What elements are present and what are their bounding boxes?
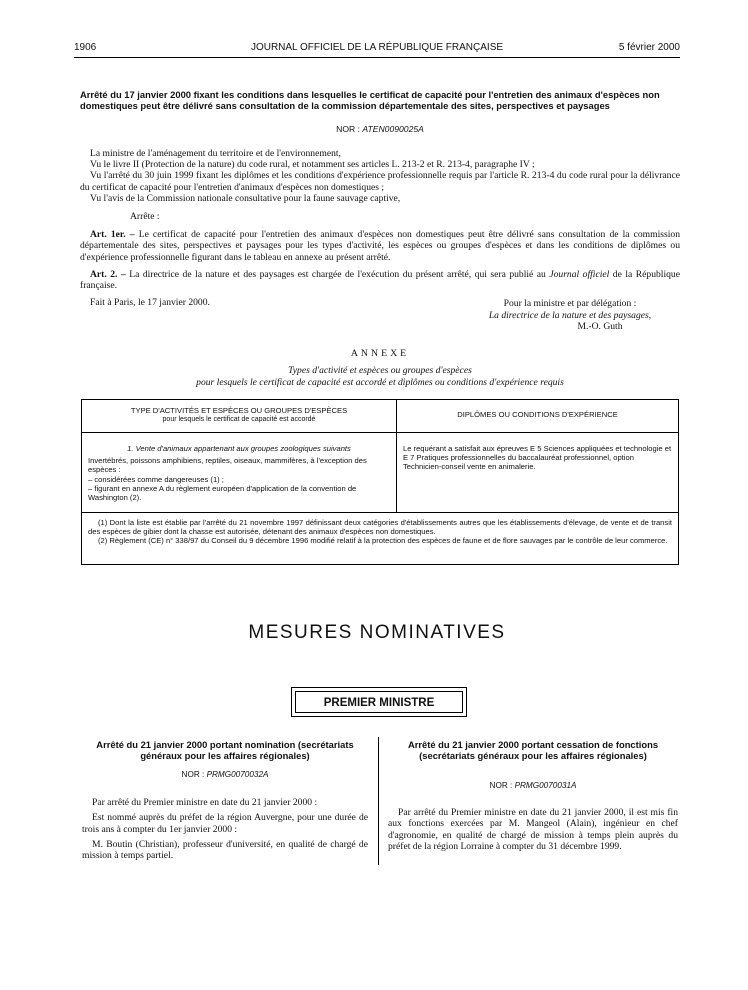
paragraph: M. Boutin (Christian), professeur d'université, en qualité de chargé de mission à temps partiel. — [82, 838, 368, 862]
signature-block — [460, 298, 680, 333]
ministry-box — [291, 687, 467, 717]
activity-category: 1. Vente d'animaux appartenant aux groupes zoologiques suivants — [127, 444, 351, 453]
vu-paragraph: Vu l'avis de la Commission nationale consultative pour la faune sauvage captive, — [90, 192, 401, 204]
table-cell-conditions: Le requérant a satisfait aux épreuves E 5 Sciences appliquées et technologie et E 7 Pratiques professionnelles du baccalauréat professionnel, option Technicien-conseil vente en animalerie. — [403, 444, 672, 472]
vu-paragraph: Vu le livre II (Protection de la nature) du code rural, et notamment ses articles L. 213-2 et R. 213-4, paragraphe IV ; — [90, 159, 535, 171]
article-label: Art. 1er. – — [90, 229, 135, 241]
signature-line: Pour la ministre et par délégation : — [503, 298, 637, 309]
vu-paragraph: Vu l'arrêté du 30 juin 1999 fixant les diplômes et les conditions d'expérience professionnelle requis par l'article R. 213-4 du code rural pour la délivrance du certificat de capacité pour l'entretien d'animaux d'espèces non domestiques ; — [80, 170, 680, 193]
section-title: MESURES NOMINATIVES — [248, 622, 506, 643]
intro-paragraph: La ministre de l'aménagement du territoire et de l'environnement, — [90, 148, 341, 159]
annexe-subtitle-line: pour lesquels le certificat de capacité est accordé et diplômes ou conditions d'expérience requis — [196, 376, 564, 388]
nor-label: NOR : — [489, 781, 513, 790]
header-rule — [74, 57, 680, 58]
paragraph: Est nommé auprès du préfet de la région Auvergne, pour une durée de trois ans à compter du 1er janvier 2000 : — [82, 812, 368, 835]
ministry-label: PREMIER MINISTRE — [295, 691, 463, 713]
table-notes-rule — [82, 512, 678, 513]
article-1 — [80, 229, 680, 263]
page-number: 1906 — [74, 42, 97, 53]
article-text: La directrice de la nature et des paysages est chargée de l'exécution du présent arrêté, qui sera publié au — [129, 268, 546, 280]
table-cell-activity — [88, 444, 390, 502]
nor-code: ATEN0090025A — [362, 124, 424, 134]
page-header — [74, 42, 680, 56]
species-list: Invertébrés, poissons amphibiens, reptiles, oiseaux, mammifères, à l'exception des espèces : — [88, 456, 367, 475]
annexe-subtitle-line: Types d'activité et espèces ou groupes d'espèces — [288, 365, 472, 376]
arrete-body — [80, 148, 680, 308]
exception-item: – figurant en annexe A du règlement européen d'application de la convention de Washington (2). — [88, 483, 357, 503]
left-article-body — [82, 797, 368, 865]
table-header-col2: DIPLÔMES OU CONDITIONS D'EXPÉRIENCE — [457, 410, 618, 419]
right-article-body — [388, 807, 678, 856]
signatory-name: M.-O. Guth — [577, 321, 623, 332]
nor-label: NOR : — [181, 770, 205, 779]
fait-line: Fait à Paris, le 17 janvier 2000. — [90, 297, 210, 309]
article-2 — [80, 269, 680, 291]
nor-code: PRMG0070032A — [206, 770, 269, 779]
column-divider — [378, 737, 379, 865]
right-article-title: Arrêté du 21 janvier 2000 portant cessation de fonctions (secrétariats généraux pour les affaires régionales) — [407, 739, 659, 761]
annexe-subtitle — [80, 365, 680, 388]
right-article-nor — [388, 781, 678, 790]
footnote: (2) Règlement (CE) n° 338/97 du Conseil du 9 décembre 1996 modifié relatif à la protection des espèces de faune et de flore sauvages par le contrôle de leur commerce. — [98, 536, 668, 546]
table-header-col1 — [82, 406, 396, 424]
nor-reference — [80, 124, 680, 134]
annexe-title: ANNEXE — [350, 348, 410, 359]
annexe-table — [81, 399, 679, 565]
issue-date: 5 février 2000 — [618, 42, 680, 53]
header-subtext: pour lesquels le certificat de capacité est accordé — [162, 416, 316, 423]
header-text: TYPE D'ACTIVITÉS ET ESPÈCES OU GROUPES D'ESPÈCES — [130, 406, 348, 415]
paragraph: Par arrêté du Premier ministre en date du 21 janvier 2000, il est mis fin aux fonctions exercées par M. Mangeol (Alain), ingénieur en chef d'agronomie, en qualité de chargé de mission à temps plein auprès du préfet de la région Lorraine à compter du 31 décembre 1999. — [388, 807, 678, 852]
paragraph: Par arrêté du Premier ministre en date du 21 janvier 2000 : — [92, 797, 318, 808]
article-text: Le certificat de capacité pour l'entretien des animaux d'espèces non domestiques peut être délivré sans consultation de la commission départementale des sites, perspectives et paysages pour les types d'activité, les espèces ou groupes d'espèces et dans les conditions de diplômes ou d'expérience professionnelle figurant dans le tableau en annexe au présent arrêté. — [80, 229, 680, 263]
article-label: Art. 2. – — [90, 268, 126, 280]
nor-label: NOR : — [336, 124, 360, 134]
article-text: de la République française. — [80, 268, 680, 292]
signature-line: La directrice de la nature et des paysages, — [488, 309, 652, 321]
journal-title: JOURNAL OFFICIEL DE LA RÉPUBLIQUE FRANÇAISE — [250, 42, 504, 53]
journal-officiel-ref: Journal officiel — [549, 268, 610, 280]
table-footnotes — [88, 518, 672, 546]
arrete-title: Arrêté du 17 janvier 2000 fixant les conditions dans lesquelles le certificat de capacité pour l'entretien des animaux d'espèces non domestiques peut être délivré sans consultation de la commission départementale des sites, perspectives et paysages — [80, 89, 660, 111]
table-header-rule — [82, 432, 678, 433]
left-article-nor — [82, 770, 368, 779]
arrete-word: Arrête : — [130, 211, 160, 223]
left-article-title: Arrêté du 21 janvier 2000 portant nomination (secrétariats généraux pour les affaires régionales) — [96, 739, 354, 761]
footnote: (1) Dont la liste est établie par l'arrêté du 21 novembre 1997 définissant deux catégories d'établissements autres que les établissements d'élevage, de vente et de transit des espèces de gibier dont la chasse est autorisée, détenant des animaux d'espèces non domestiques. — [88, 518, 672, 537]
exception-item: – considérées comme dangereuses (1) ; — [88, 474, 224, 484]
nor-code: PRMG0070031A — [514, 781, 577, 790]
